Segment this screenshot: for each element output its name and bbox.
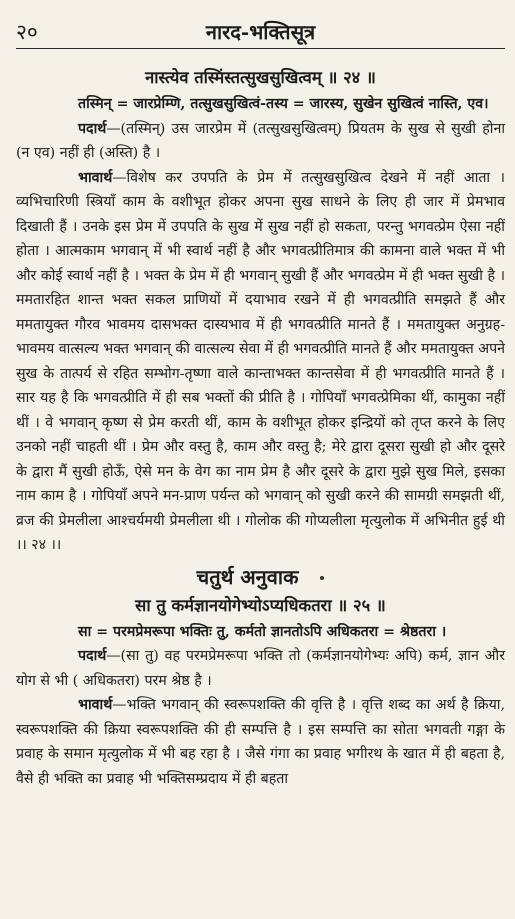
padartha-text: —(सा तु) वह परमप्रेमरूपा भक्ति तो (कर्मज्ञानयोगेभ्यः अपि) कर्म, ज्ञान और योग से भी ( अधिकतरा) परम श्रेष्ठ है ।: [16, 648, 505, 689]
running-title: नारद-भक्तिसूत्र: [205, 20, 316, 44]
sutra-24-text: नास्त्येव तस्मिंस्तत्सुखसुखित्वम् ॥ २४ ॥: [145, 68, 376, 87]
bhavartha-text: —विशेष कर उपपति के प्रेम में तत्सुखसुखित्व देखने में नहीं आता । व्यभिचारिणी स्त्रियाँ काम के वशीभूत होकर अपना सुख साधने के लिए ही जार में प्रेमभाव दिखाती हैं । उनके इस प्रेम में उपपति के सुख में सुख नहीं हो सकता, परन्तु भगवत्प्रेम ऐसा नहीं होता । आत्मकाम भगवान् में भी स्वार्थ नहीं है और भगवत्प्रीतिमात्र की कामना वाले भक्त में भी और कोई स्वार्थ नहीं है । भक्त के प्रेम में ही भगवान् सुखी हैं और भगवत्प्रेम में ही भक्त सुखी है । ममतारहित शान्त भक्त सकल प्राणियों में दयाभाव रखने में ही भगवत्प्रीति समझते हैं और ममतायुक्त गौरव भावमय दासभक्त दास्यभाव में ही भगवत्प्रीति मानते हैं । ममतायुक्त अनुग्रह-भावमय वात्सल्य भक्त भगवान् की वात्सल्य सेवा में ही भगवत्प्रीति मानते हैं और ममतायुक्त अपने सुख के तात्पर्य से रहित सम्भोग-तृष्णा वाले कान्ताभक्त कान्तसेवा में ही भगवत्प्रीति मानते हैं । सार यह है कि भगवत्प्रीति में ही सब भक्तों की प्रीति है । गोपियाँ भगवत्प्रेमिका थीं, कामुका नहीं थीं । वे भगवान् कृष्ण से प्रेम करती थीं, काम के वशीभूत होकर इन्द्रियों को तृप्त करने के लिए उनको नहीं चाहती थीं । प्रेम और वस्तु है, काम और वस्तु है; मेरे द्वारा दूसरा सुखी हो और दूसरे के द्वारा मैं सुखी होऊँ, ऐसे मन के वेग का नाम प्रेम है और दूसरे के द्वारा मुझे सुख मिले, इसका नाम काम है । गोपियाँ अपने मन-प्राण पर्यन्त को भगवान् को सुखी करने की सामग्री समझती थीं, व्रज की प्रेमलीला आश्चर्यमयी प्रेमलीला थी । गोलोक की गोप्यलीला मृत्युलोक में अभिनीत हुई थी ।। २४ ।।: [16, 169, 505, 553]
sutra-25-bhavartha: [16, 693, 505, 791]
sutra-24-gloss: तस्मिन् = जारप्रेम्णि, तत्सुखसुखित्वं-तस्य = जारस्य, सुखेन सुखित्वं नास्ति, एव।: [78, 96, 489, 112]
padartha-text: —(तस्मिन्) उस जारप्रेम में (तत्सुखसुखित्वम्) प्रियतम के सुख से सुखी होना (न एव) नहीं ही (अस्ति) है ।: [16, 120, 505, 161]
bhavartha-text: —भक्ति भगवान् की स्वरूपशक्ति की वृत्ति है । वृत्ति शब्द का अर्थ है क्रिया, स्वरूपशक्ति की क्रिया स्वरूपशक्ति की ही सम्पत्ति है । इस सम्पत्ति का सोता भगवती गङ्गा के प्रवाह के समान मृत्युलोक में भी बह रहा है । जैसे गंगा का प्रवाह भगीरथ के खात में ही बहता है, वैसे ही भक्ति का प्रवाह भी भक्तिसम्प्रदाय में ही बहता: [16, 697, 505, 787]
section-heading: [16, 562, 505, 592]
padartha-label: पदार्थ: [78, 648, 107, 664]
ink-dot: [320, 576, 324, 580]
page-header: [16, 0, 505, 50]
bhavartha-label: भावार्थ: [78, 697, 113, 713]
sutra-25-text: सा तु कर्मज्ञानयोगेभ्योऽप्यधिकतरा ॥ २५ ॥: [135, 595, 386, 615]
page-number: २०: [16, 20, 38, 44]
sutra-25-gloss: सा = परमप्रेमरूपा भक्तिः तु, कर्मतो ज्ञानतोऽपि अधिकतरा = श्रेष्ठतरा ।: [78, 623, 447, 640]
sutra-24-padartha: [16, 117, 505, 166]
header-rule: [16, 48, 505, 49]
sutra-24-bhavartha: [16, 166, 505, 558]
section-heading-text: चतुर्थ अनुवाक: [196, 564, 299, 589]
sutra-25-padartha: [16, 644, 505, 693]
padartha-label: पदार्थ: [78, 120, 107, 137]
bhavartha-label: भावार्थ: [78, 169, 113, 186]
